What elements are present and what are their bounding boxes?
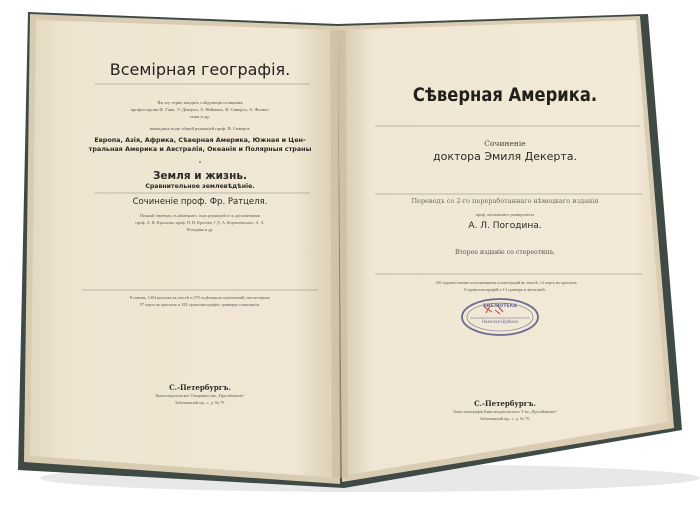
volumes-list-cont: тральная Америка и Австралія, Океанія и Полярныя страны: [88, 145, 312, 153]
left-title: Всемірная географія.: [109, 60, 291, 79]
left-publisher: Книгоиздательское Товарищество „Просвѣщеніе“: [155, 393, 245, 398]
translator-label: проф. московскаго университета: [475, 212, 535, 217]
translator-name: А. Л. Погодина.: [468, 221, 542, 231]
stamp-text-top: БИБЛІОТЕКА: [483, 304, 517, 309]
left-page: [30, 20, 340, 478]
right-printer: Типо-литографія Книгоиздательскаго Т-ва „Просвѣщеніе“: [452, 409, 558, 414]
earth-author: Сочиненіе проф. Фр. Ратцеля.: [132, 197, 268, 207]
contents-note: 8 томовъ, 1454 рисунка въ текстѣ и 279 отдѣльныхъ приложеній, изъ которыхъ: [129, 295, 271, 300]
translation-editors: проф. А. Н. Краснова, проф. П. Н. Кротова, † Д. А. Коропчевскаго, А. А.: [135, 220, 265, 225]
series-authors-cont: пона и др.: [190, 114, 210, 119]
right-address: Забалканскій пр., с. д. № 75.: [479, 416, 531, 421]
right-author: доктора Эмиля Декерта.: [432, 150, 577, 163]
left-address: Забалканскій пр., с. д. № 75.: [174, 400, 226, 405]
earth-title: Земля и жизнь.: [152, 170, 248, 182]
work-label: Сочиненіе: [484, 139, 526, 148]
illustrations-note-cont: 8 хромолитографій и 13 гравюръ и автотипій.: [464, 287, 546, 292]
translation-line: Переводъ со 2-го переработаннаго нѣмецкаго изданія: [411, 197, 599, 205]
stamp-text-bottom: Николая Шубина: [482, 319, 518, 324]
conjunction: и: [198, 159, 202, 164]
edition-note: Второе изданіе со стереотипа.: [454, 249, 556, 256]
series-authors: профессоровъ Ф. Гана, Э. Декерта, Л. Нейманъ, В. Сиверса, А. Филип-: [130, 107, 270, 112]
contents-note-cont: 97 картъ въ краскахъ и 182 хромолитографіи, гравюры и автотипіи.: [140, 302, 260, 307]
edited-by: вышедшія подъ общей редакціей проф. В. Сиверса:: [149, 126, 251, 131]
earth-subtitle: Сравнительное землевѣдѣніе.: [145, 183, 255, 190]
left-city: С.-Петербургъ.: [169, 383, 231, 392]
series-intro: Въ эту серію входятъ слѣдующія сочиненія: [157, 100, 243, 105]
right-title: Сѣверная Америка.: [412, 84, 598, 106]
right-city: С.-Петербургъ.: [474, 399, 536, 408]
illustrations-note: 130 художественно исполненныхъ иллюстрацій въ текстѣ, 12 картъ въ краскахъ: [435, 280, 577, 285]
translation-editors-cont: Погодина и др.: [186, 227, 214, 232]
book-gutter: [330, 30, 348, 478]
volumes-list: Европа, Азія, Африка, Сѣверная Америка, Южная и Цен-: [94, 136, 306, 144]
translation-note: Полный переводъ съ нѣмецкаго, подъ редакціей и съ дополненіями: [139, 213, 261, 218]
